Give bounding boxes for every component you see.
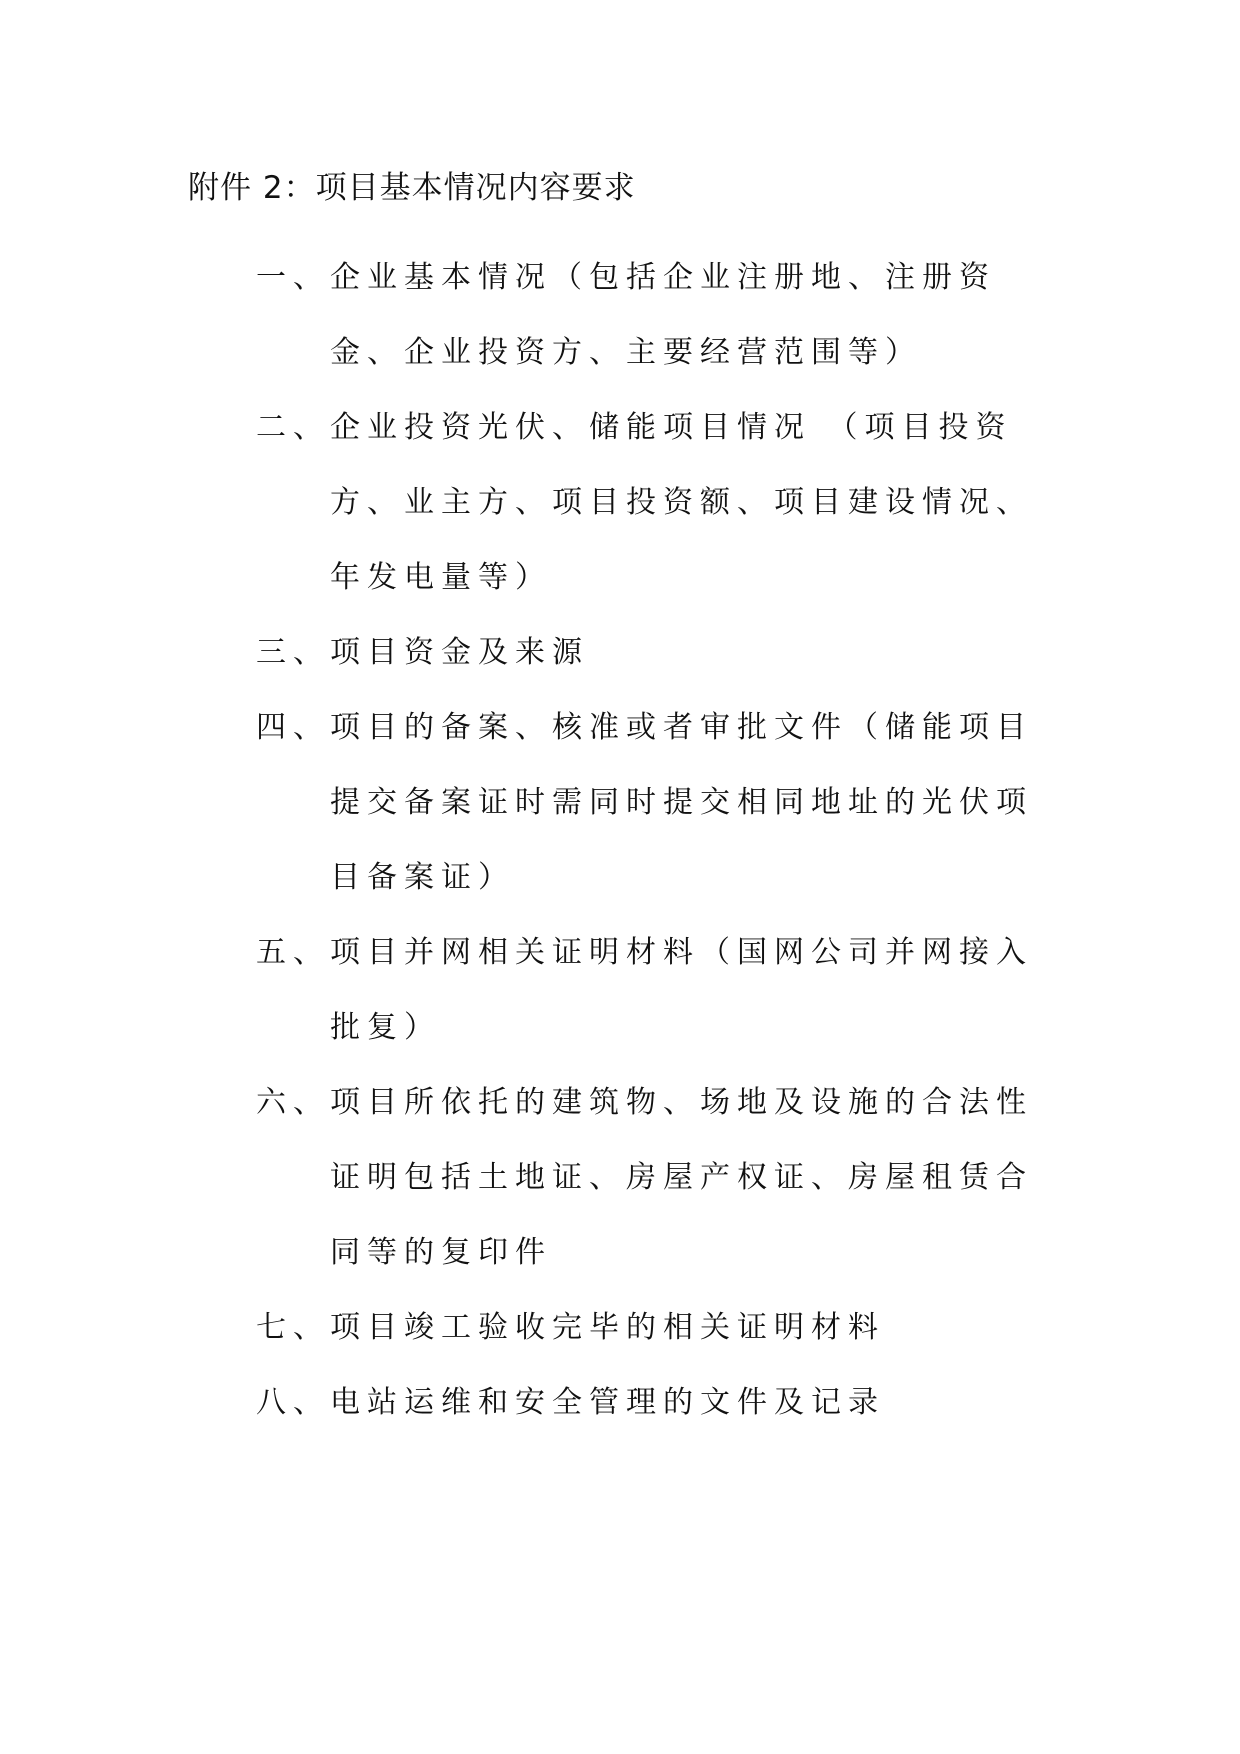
list-item: [256, 390, 1056, 615]
list-item-number: 五、: [256, 935, 330, 970]
list-item-text: 项目并网相关证明材料（国网公司并网接入批复）: [330, 935, 1033, 1045]
list-item-number: 七、: [256, 1310, 330, 1345]
list-item-number: 四、: [256, 710, 330, 745]
list-item: [256, 690, 1056, 915]
list-item-text: 企业投资光伏、储能项目情况 （项目投资方、业主方、项目投资额、项目建设情况、年发电量等）: [330, 410, 1033, 595]
list-item: [256, 240, 1056, 390]
list-item-number: 八、: [256, 1385, 330, 1420]
list-item: [256, 615, 1056, 690]
requirements-list: [256, 240, 1056, 1440]
list-item-text: 电站运维和安全管理的文件及记录: [330, 1385, 885, 1420]
list-item-number: 一、: [256, 260, 330, 295]
list-item-text: 项目所依托的建筑物、场地及设施的合法性证明包括土地证、房屋产权证、房屋租赁合同等的复印件: [330, 1085, 1033, 1270]
list-item-number: 二、: [256, 410, 330, 445]
list-item-text: 企业基本情况（包括企业注册地、注册资金、企业投资方、主要经营范围等）: [330, 260, 996, 370]
list-item-text: 项目资金及来源: [330, 635, 589, 670]
list-item: [256, 915, 1056, 1065]
list-item-text: 项目的备案、核准或者审批文件（储能项目提交备案证时需同时提交相同地址的光伏项目备案证）: [330, 710, 1033, 895]
list-item: [256, 1290, 1056, 1365]
list-item: [256, 1065, 1056, 1290]
page-title: 附件 2：项目基本情况内容要求: [188, 170, 636, 206]
list-item-text: 项目竣工验收完毕的相关证明材料: [330, 1310, 885, 1345]
list-item-number: 三、: [256, 635, 330, 670]
list-item: [256, 1365, 1056, 1440]
list-item-number: 六、: [256, 1085, 330, 1120]
